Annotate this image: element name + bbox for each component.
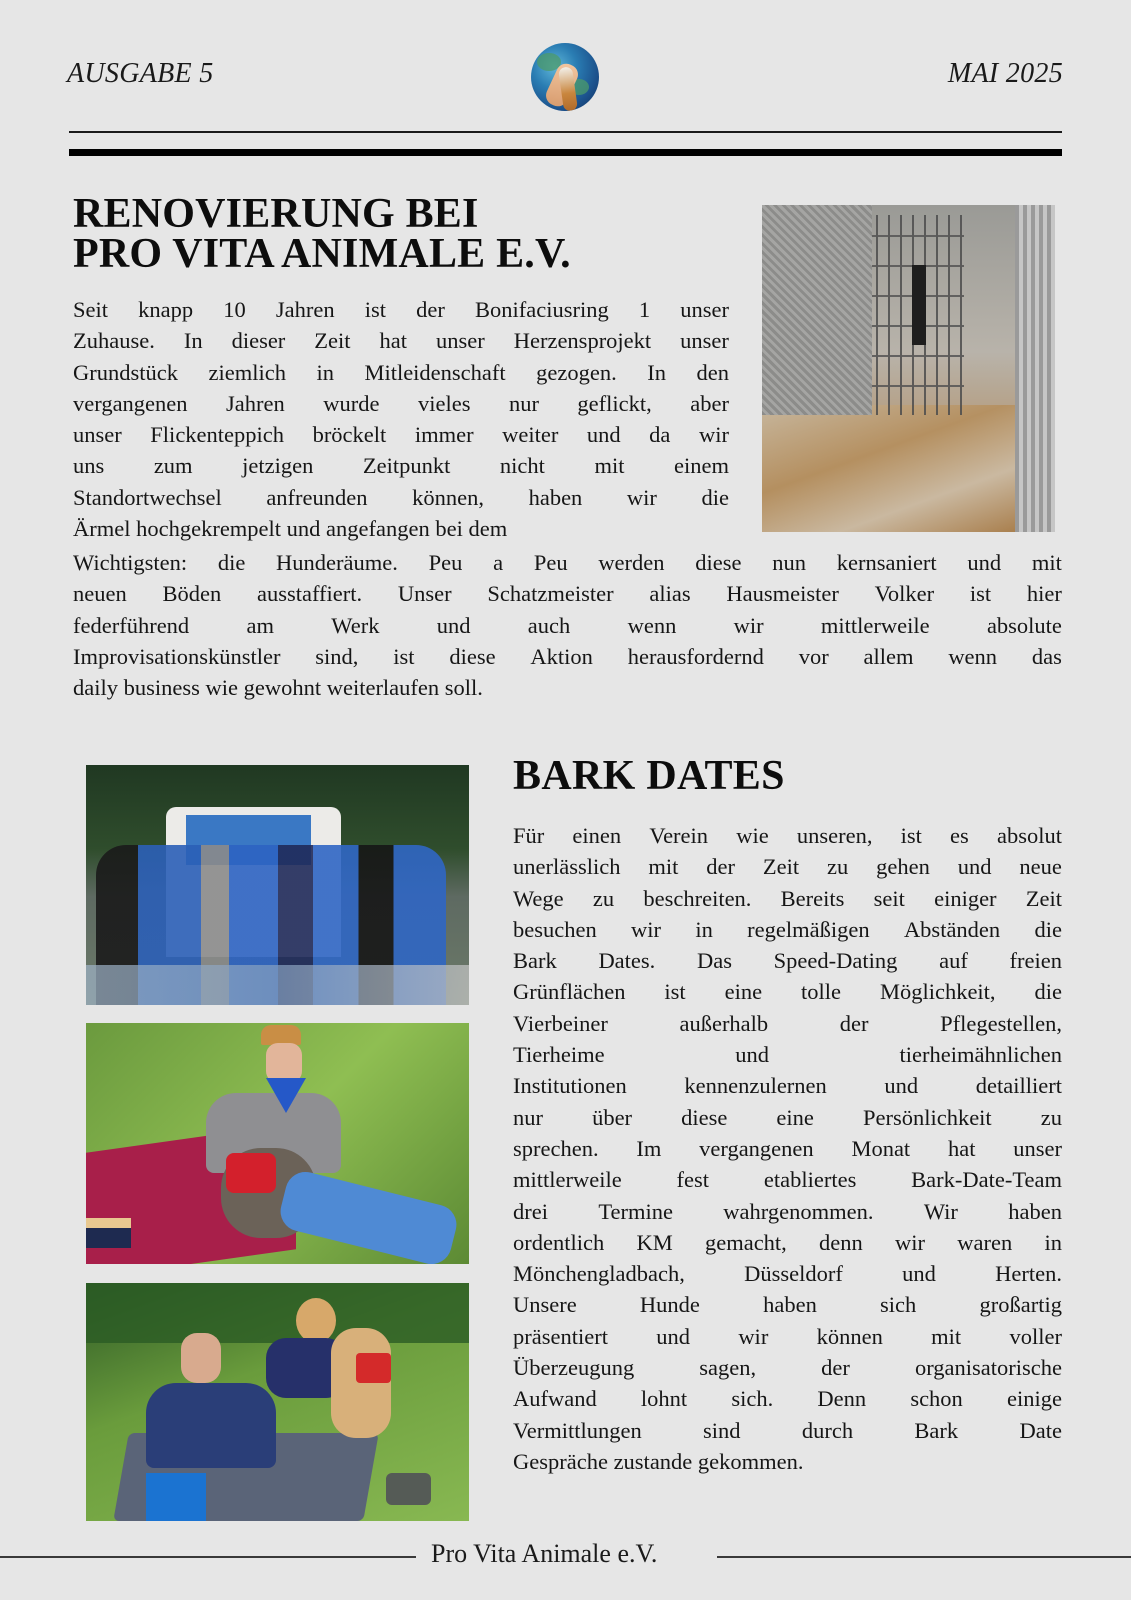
text-line: Ärmel hochgekrempelt und angefangen bei dem — [73, 516, 508, 542]
text-line: neuen Böden ausstaffiert. Unser Schatzmeister alias Hausmeister Volker ist hier — [73, 581, 1062, 607]
text-line: Wichtigsten: die Hunderäume. Peu a Peu werden diese nun kernsaniert und mit — [73, 550, 1062, 575]
text-line: Tierheime und tierheimähnlichen — [513, 1042, 1062, 1068]
kennel-renovation-photo — [762, 205, 1055, 532]
text-line: unser Flickenteppich bröckelt immer weiter und da wir — [73, 422, 729, 448]
text-line: Wege zu beschreiten. Bereits seit einiger Zeit — [513, 885, 1062, 911]
renovation-article-text-wrapped — [73, 294, 729, 544]
man-with-dog-on-blanket-photo — [86, 1023, 469, 1264]
text-line: ordentlich KM gemacht, denn wir waren in — [513, 1229, 1062, 1255]
text-line: vergangenen Jahren wurde vieles nur geflickt, aber — [73, 390, 729, 416]
title-line: PRO VITA ANIMALE E.V. — [73, 231, 571, 277]
text-line: Grundstück ziemlich in Mitleidenschaft gezogen. In den — [73, 359, 729, 385]
text-line: Zuhause. In dieser Zeit hat unser Herzensprojekt unser — [73, 328, 729, 354]
text-line: Aufwand lohnt sich. Denn schon einige — [513, 1386, 1062, 1412]
text-line: nur über diese eine Persönlichkeit zu — [513, 1104, 1062, 1130]
text-line: mittlerweile fest etabliertes Bark-Date-Team — [513, 1167, 1062, 1193]
renovation-article-title — [73, 191, 571, 277]
couple-with-dog-photo — [86, 1283, 469, 1521]
text-line: Gespräche zustande gekommen. — [513, 1448, 804, 1474]
text-line: Improvisationskünstler sind, ist diese Aktion herausfordernd vor allem wenn das — [73, 643, 1062, 669]
text-line: unerlässlich mit der Zeit zu gehen und neue — [513, 854, 1062, 880]
globe-hands-paw-logo-icon — [531, 43, 599, 111]
renovation-article-text-full — [73, 547, 1062, 703]
text-line: daily business wie gewohnt weiterlaufen soll. — [73, 675, 483, 701]
text-line: Standortwechsel anfreunden können, haben wir die — [73, 484, 729, 510]
header-divider-thick — [69, 149, 1062, 156]
text-line: Vermittlungen sind durch Bark Date — [513, 1417, 1062, 1443]
text-line: Überzeugung sagen, der organisatorische — [513, 1355, 1062, 1381]
text-line: Seit knapp 10 Jahren ist der Bonifaciusring 1 unser — [73, 297, 729, 322]
text-line: Unsere Hunde haben sich großartig — [513, 1292, 1062, 1318]
title-line: RENOVIERUNG BEI — [73, 191, 479, 237]
bark-dates-title: BARK DATES — [513, 753, 785, 799]
footer-divider-left — [0, 1556, 416, 1558]
text-line: Bark Dates. Das Speed-Dating auf freien — [513, 948, 1062, 974]
text-line: besuchen wir in regelmäßigen Abständen die — [513, 916, 1062, 942]
text-line: Institutionen kennenzulernen und detailliert — [513, 1073, 1062, 1099]
text-line: uns zum jetzigen Zeitpunkt nicht mit einem — [73, 453, 729, 479]
issue-number: AUSGABE 5 — [67, 58, 214, 89]
text-line: Mönchengladbach, Düsseldorf und Herten. — [513, 1261, 1062, 1287]
text-line: Für einen Verein wie unseren, ist es absolut — [513, 823, 1062, 848]
text-line: Grünflächen ist eine tolle Möglichkeit, die — [513, 979, 1062, 1005]
text-line: federführend am Werk und auch wenn wir mittlerweile absolute — [73, 612, 1062, 638]
text-line: drei Termine wahrgenommen. Wir haben — [513, 1198, 1062, 1224]
bark-dates-text — [513, 820, 1062, 1477]
text-line: sprechen. Im vergangenen Monat hat unser — [513, 1135, 1062, 1161]
issue-date: MAI 2025 — [947, 58, 1063, 89]
text-line: präsentiert und wir können mit voller — [513, 1323, 1062, 1349]
footer-divider-right — [717, 1556, 1131, 1558]
text-line: Vierbeiner außerhalb der Pflegestellen, — [513, 1010, 1062, 1036]
footer-organization-name: Pro Vita Animale e.V. — [431, 1539, 658, 1568]
header-divider-thin — [69, 131, 1062, 133]
team-group-photo — [86, 765, 469, 1005]
